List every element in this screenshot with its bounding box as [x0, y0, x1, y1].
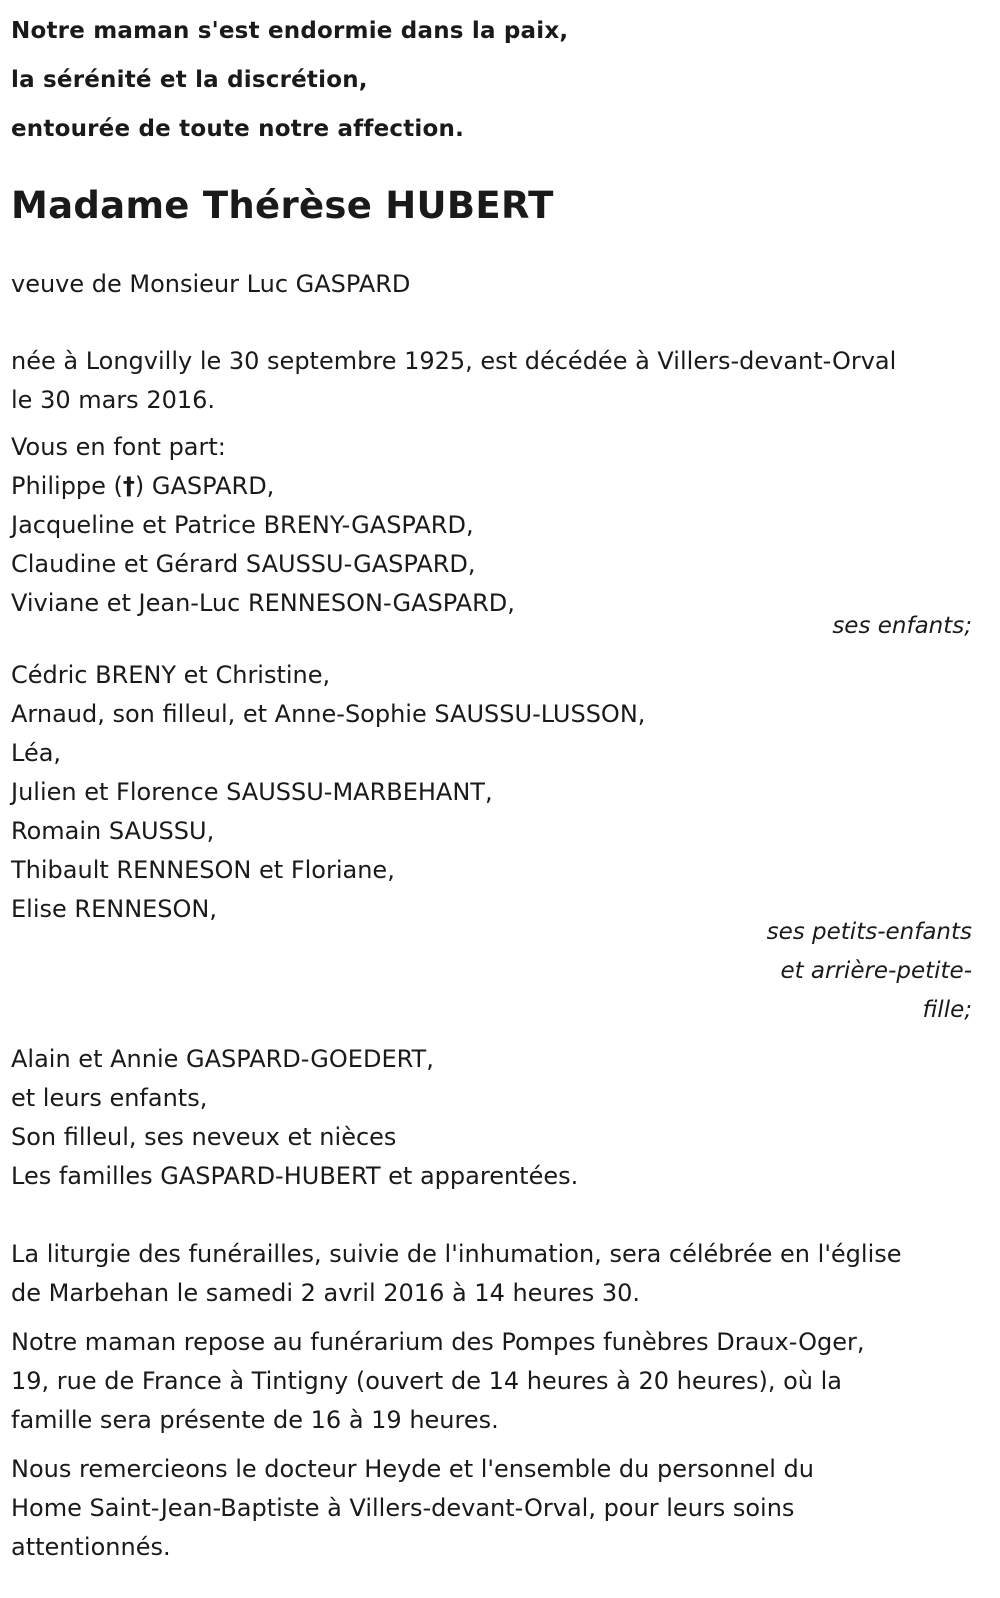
intro-line: la sérénité et la discrétion, [11, 67, 368, 93]
other-family-group [11, 1040, 972, 1196]
grandchildren-role: et arrière-petite- [780, 958, 972, 984]
funerarium-line: famille sera présente de 16 à 19 heures. [11, 1406, 499, 1434]
birth-death-line: née à Longvilly le 30 septembre 1925, est décédée à Villers-devant-Orval [11, 347, 897, 375]
funerarium-info [11, 1323, 972, 1440]
funerarium-line: Notre maman repose au funérarium des Pompes funèbres Draux-Oger, [11, 1328, 865, 1356]
deceased-name: Madame Thérèse HUBERT [11, 184, 554, 227]
liturgy-info [11, 1235, 972, 1313]
family-line: et leurs enfants, [11, 1084, 208, 1112]
family-line: Les familles GASPARD-HUBERT et apparentées. [11, 1162, 579, 1190]
thanks-line: Home Saint-Jean-Baptiste à Villers-devant-Orval, pour leurs soins [11, 1494, 795, 1522]
thanks-info [11, 1450, 972, 1567]
liturgy-line: La liturgie des funérailles, suivie de l'inhumation, sera célébrée en l'église [11, 1240, 902, 1268]
announcers [11, 428, 972, 1196]
child-line [11, 467, 972, 506]
child-name-part: ) GASPARD, [134, 472, 275, 500]
child-line: Claudine et Gérard SAUSSU-GASPARD, [11, 550, 476, 578]
grandchild-line: Cédric BRENY et Christine, [11, 661, 331, 689]
funerarium-line: 19, rue de France à Tintigny (ouvert de 14 heures à 20 heures), où la [11, 1367, 842, 1395]
family-line: Son filleul, ses neveux et nièces [11, 1123, 397, 1151]
child-name-part: Philippe ( [11, 472, 123, 500]
widow-of: veuve de Monsieur Luc GASPARD [11, 270, 411, 298]
family-line: Alain et Annie GASPARD-GOEDERT, [11, 1045, 434, 1073]
grandchild-line: Romain SAUSSU, [11, 817, 215, 845]
grandchildren-role: fille; [922, 997, 972, 1023]
child-line: Jacqueline et Patrice BRENY-GASPARD, [11, 511, 474, 539]
grandchild-line: Arnaud, son filleul, et Anne-Sophie SAUSSU-LUSSON, [11, 700, 646, 728]
grandchild-line: Julien et Florence SAUSSU-MARBEHANT, [11, 778, 493, 806]
intro-line: entourée de toute notre affection. [11, 116, 465, 142]
grandchild-line: Thibault RENNESON et Floriane, [11, 856, 395, 884]
intro-verse [11, 0, 972, 154]
children-group [11, 467, 972, 646]
birth-death-info [11, 342, 972, 420]
thanks-line: attentionnés. [11, 1533, 171, 1561]
notice-body [11, 265, 972, 1567]
birth-death-line: le 30 mars 2016. [11, 386, 216, 414]
children-role: ses enfants; [832, 613, 972, 639]
grandchildren-role: ses petits-enfants [766, 919, 972, 945]
thanks-line: Nous remercieons le docteur Heyde et l'ensemble du personnel du [11, 1455, 814, 1483]
cross-icon: † [122, 472, 135, 500]
child-line: Viviane et Jean-Luc RENNESON-GASPARD, [11, 589, 515, 617]
intro-line: Notre maman s'est endormie dans la paix, [11, 18, 569, 44]
grandchild-line: Léa, [11, 739, 62, 767]
grandchild-line: Elise RENNESON, [11, 895, 218, 923]
announce-label: Vous en font part: [11, 433, 226, 461]
grandchildren-group [11, 656, 972, 1030]
liturgy-line: de Marbehan le samedi 2 avril 2016 à 14 heures 30. [11, 1279, 641, 1307]
